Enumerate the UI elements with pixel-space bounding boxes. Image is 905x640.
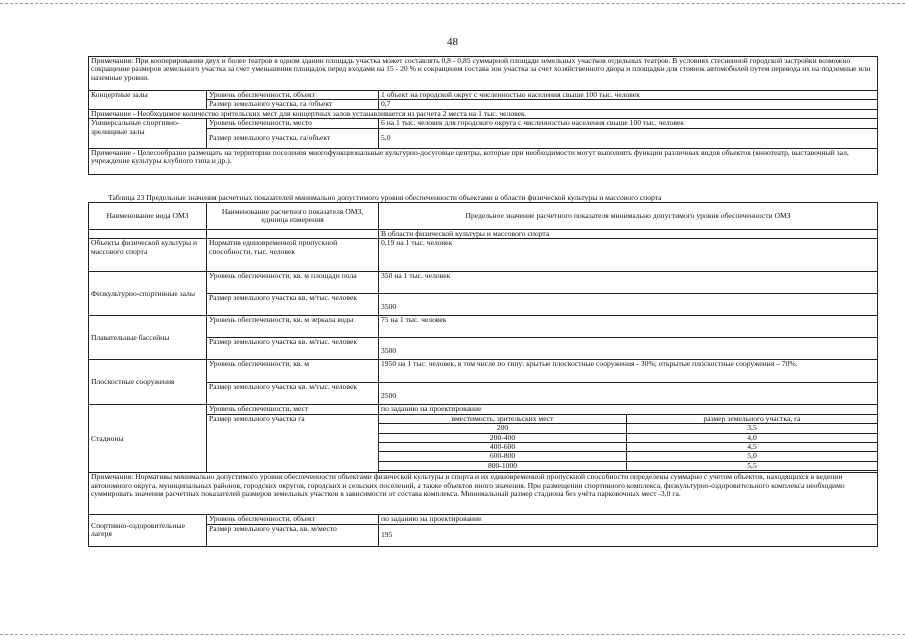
pools-indicator-area: Размер земельного участка кв. м/тыс. человек [207,338,379,360]
pools-value-area: 3500 [379,338,878,360]
universal-value-area: 5,0 [379,128,878,148]
sport-objects-indicator: Норматив единовременной пропускной способности, тыс. человек [207,239,379,272]
concert-indicator-level: Уровень обеспеченности, объект [207,91,379,100]
gyms-value-level: 350 на 1 тыс. человек [379,272,878,294]
stadium-area: 4,5 [627,443,878,452]
gyms-value-area: 3500 [379,294,878,316]
concert-indicator-area: Размер земельного участка, га /объект [207,100,379,109]
page-number: 48 [447,36,458,48]
camps-indicator-level: Уровень обеспеченности, объект [207,515,379,524]
flat-structures-name: Плоскостные сооружения [89,360,207,405]
flat-indicator-level: Уровень обеспеченности, кв. м [207,360,379,383]
flat-value-level: 1950 на 1 тыс. человек, в том числе по типу: крытые плоскостные сооружения - 30%; открытые плоскостные сооружения – 70%. [379,360,878,383]
camps-indicator-area: Размер земельного участка, кв. м/место [207,524,379,546]
gyms-indicator-area: Размер земельного участка кв. м/тыс. человек [207,294,379,316]
stadiums-indicator-level: Уровень обеспеченности, мест [207,405,379,414]
note-multifunctional: Примечание - Целесообразно размещать на территории поселения многофункциональные культурно-досуговые центры, которые при необходимости могут выполнять функции различных видов объектов (кинотеатр, выставочный зал, учреждение культуры клубного типа и др.). [89,148,878,174]
stadium-capacity: 200-400 [379,433,627,442]
stadium-area: 5,0 [627,452,878,461]
universal-indicator-level: Уровень обеспеченности, место [207,119,379,128]
stadium-capacity: 400-600 [379,443,627,452]
sport-objects-name: Объекты физической культуры и массового спорта [89,239,207,272]
stadium-area: 3,5 [627,424,878,433]
stadiums-name: Стадионы [89,405,207,473]
sport-objects-value: 0,19 на 1 тыс. человек [379,239,878,272]
stadium-area: 5,5 [627,461,878,470]
pools-indicator-level: Уровень обеспеченности, кв. м зеркала воды [207,316,379,338]
stadiums-indicator-area: Размер земельного участка га [207,414,379,472]
flat-value-area: 2500 [379,383,878,405]
sport-table [88,202,878,547]
stadium-capacity: 800-1000 [379,461,627,470]
table-caption: Таблица 23 Предельные значения расчетных показателей минимально допустимого уровня обеспеченности объектами в области физической культуры и массового спорта [108,193,662,202]
section-heading: В области физической культуры и массового спорта [379,230,878,239]
universal-halls-name: Универсальные спортивно-зрелищные залы [89,119,207,148]
universal-indicator-area: Размер земельного участка, га/объект [207,128,379,148]
gyms-indicator-level: Уровень обеспеченности, кв. м площади пола [207,272,379,294]
note-concert: Примечание - Необходимое количество зрительских мест для концертных залов устанавливается из расчета 2 места на 1 тыс. человек. [89,109,878,118]
universal-value-level: 6 на 1 тыс. человек для городского округа с численностью населения свыше 100 тыс. человек [379,119,878,128]
concert-halls-name: Концертные залы [89,91,207,110]
header-omz-type: Наименование вида ОМЗ [89,203,207,230]
bottom-scan-edge [0,634,905,635]
gyms-name: Физкультурно-спортивные залы [89,272,207,316]
culture-table [88,56,878,175]
header-limit-value: Предельное значение расчетного показателя минимально допустимого уровня обеспеченности ОМЗ [379,203,878,230]
stadiums-value-level: по заданию на проектирование [379,405,878,414]
flat-indicator-area: Размер земельного участка кв. м/тыс. человек [207,383,379,405]
camps-name: Спортивно-оздоровительные лагеря [89,515,207,546]
camps-value-level: по заданию на проектирование [379,515,878,524]
note-sport: Примечания: Нормативы минимально допустимого уровня обеспеченности объектами физической культуры и спорта и их единовременной пропускной способности определены суммарно с учетом объектов, находящихся в ведении автономного округа, муниципальных районов, городских округов, городских и сельских поселений, а также объектов иного значения. При размещении спортивного комплекса, физкультурно-оздоровительного комплекса необходимо суммировать значения расчетных показателей размеров земельных участков в зависимости от состава комплекса. Минимальный размер стадиона без учёта парковочных мест -3,0 га. [89,473,878,515]
note-theaters: Примечания: При кооперировании двух и более театров в одном здании площадь участка может составлять 0,8 - 0,85 суммарной площади земельных участков отдельных театров. В условиях стесненной городской застройки возможно сокращение размеров земельного участка за счет уменьшения площадок перед входами на 15 - 20 % и сокращения состава зон участка за счет хозяйственного двора и площадки для стоянок автомобилей путем перевода их на подземные или наземные уровни. [89,57,878,91]
concert-value-level: 1 объект на городской округ с численностью населения свыше 100 тыс. человек [379,91,878,100]
stadium-area-header: размер земельного участка, га [627,414,878,423]
concert-value-area: 0,7 [379,100,878,109]
pools-value-level: 75 на 1 тыс. человек [379,316,878,338]
stadium-area: 4,0 [627,433,878,442]
stadium-capacity: 600-800 [379,452,627,461]
stadium-capacity: 200 [379,424,627,433]
stadium-capacity-header: вместимость, зрительских мест [379,414,627,423]
pools-name: Плавательные бассейны [89,316,207,360]
camps-value-area: 195 [379,524,878,546]
top-scan-edge [0,3,905,4]
header-indicator: Наименование расчетного показателя ОМЗ, единица измерения [207,203,379,230]
